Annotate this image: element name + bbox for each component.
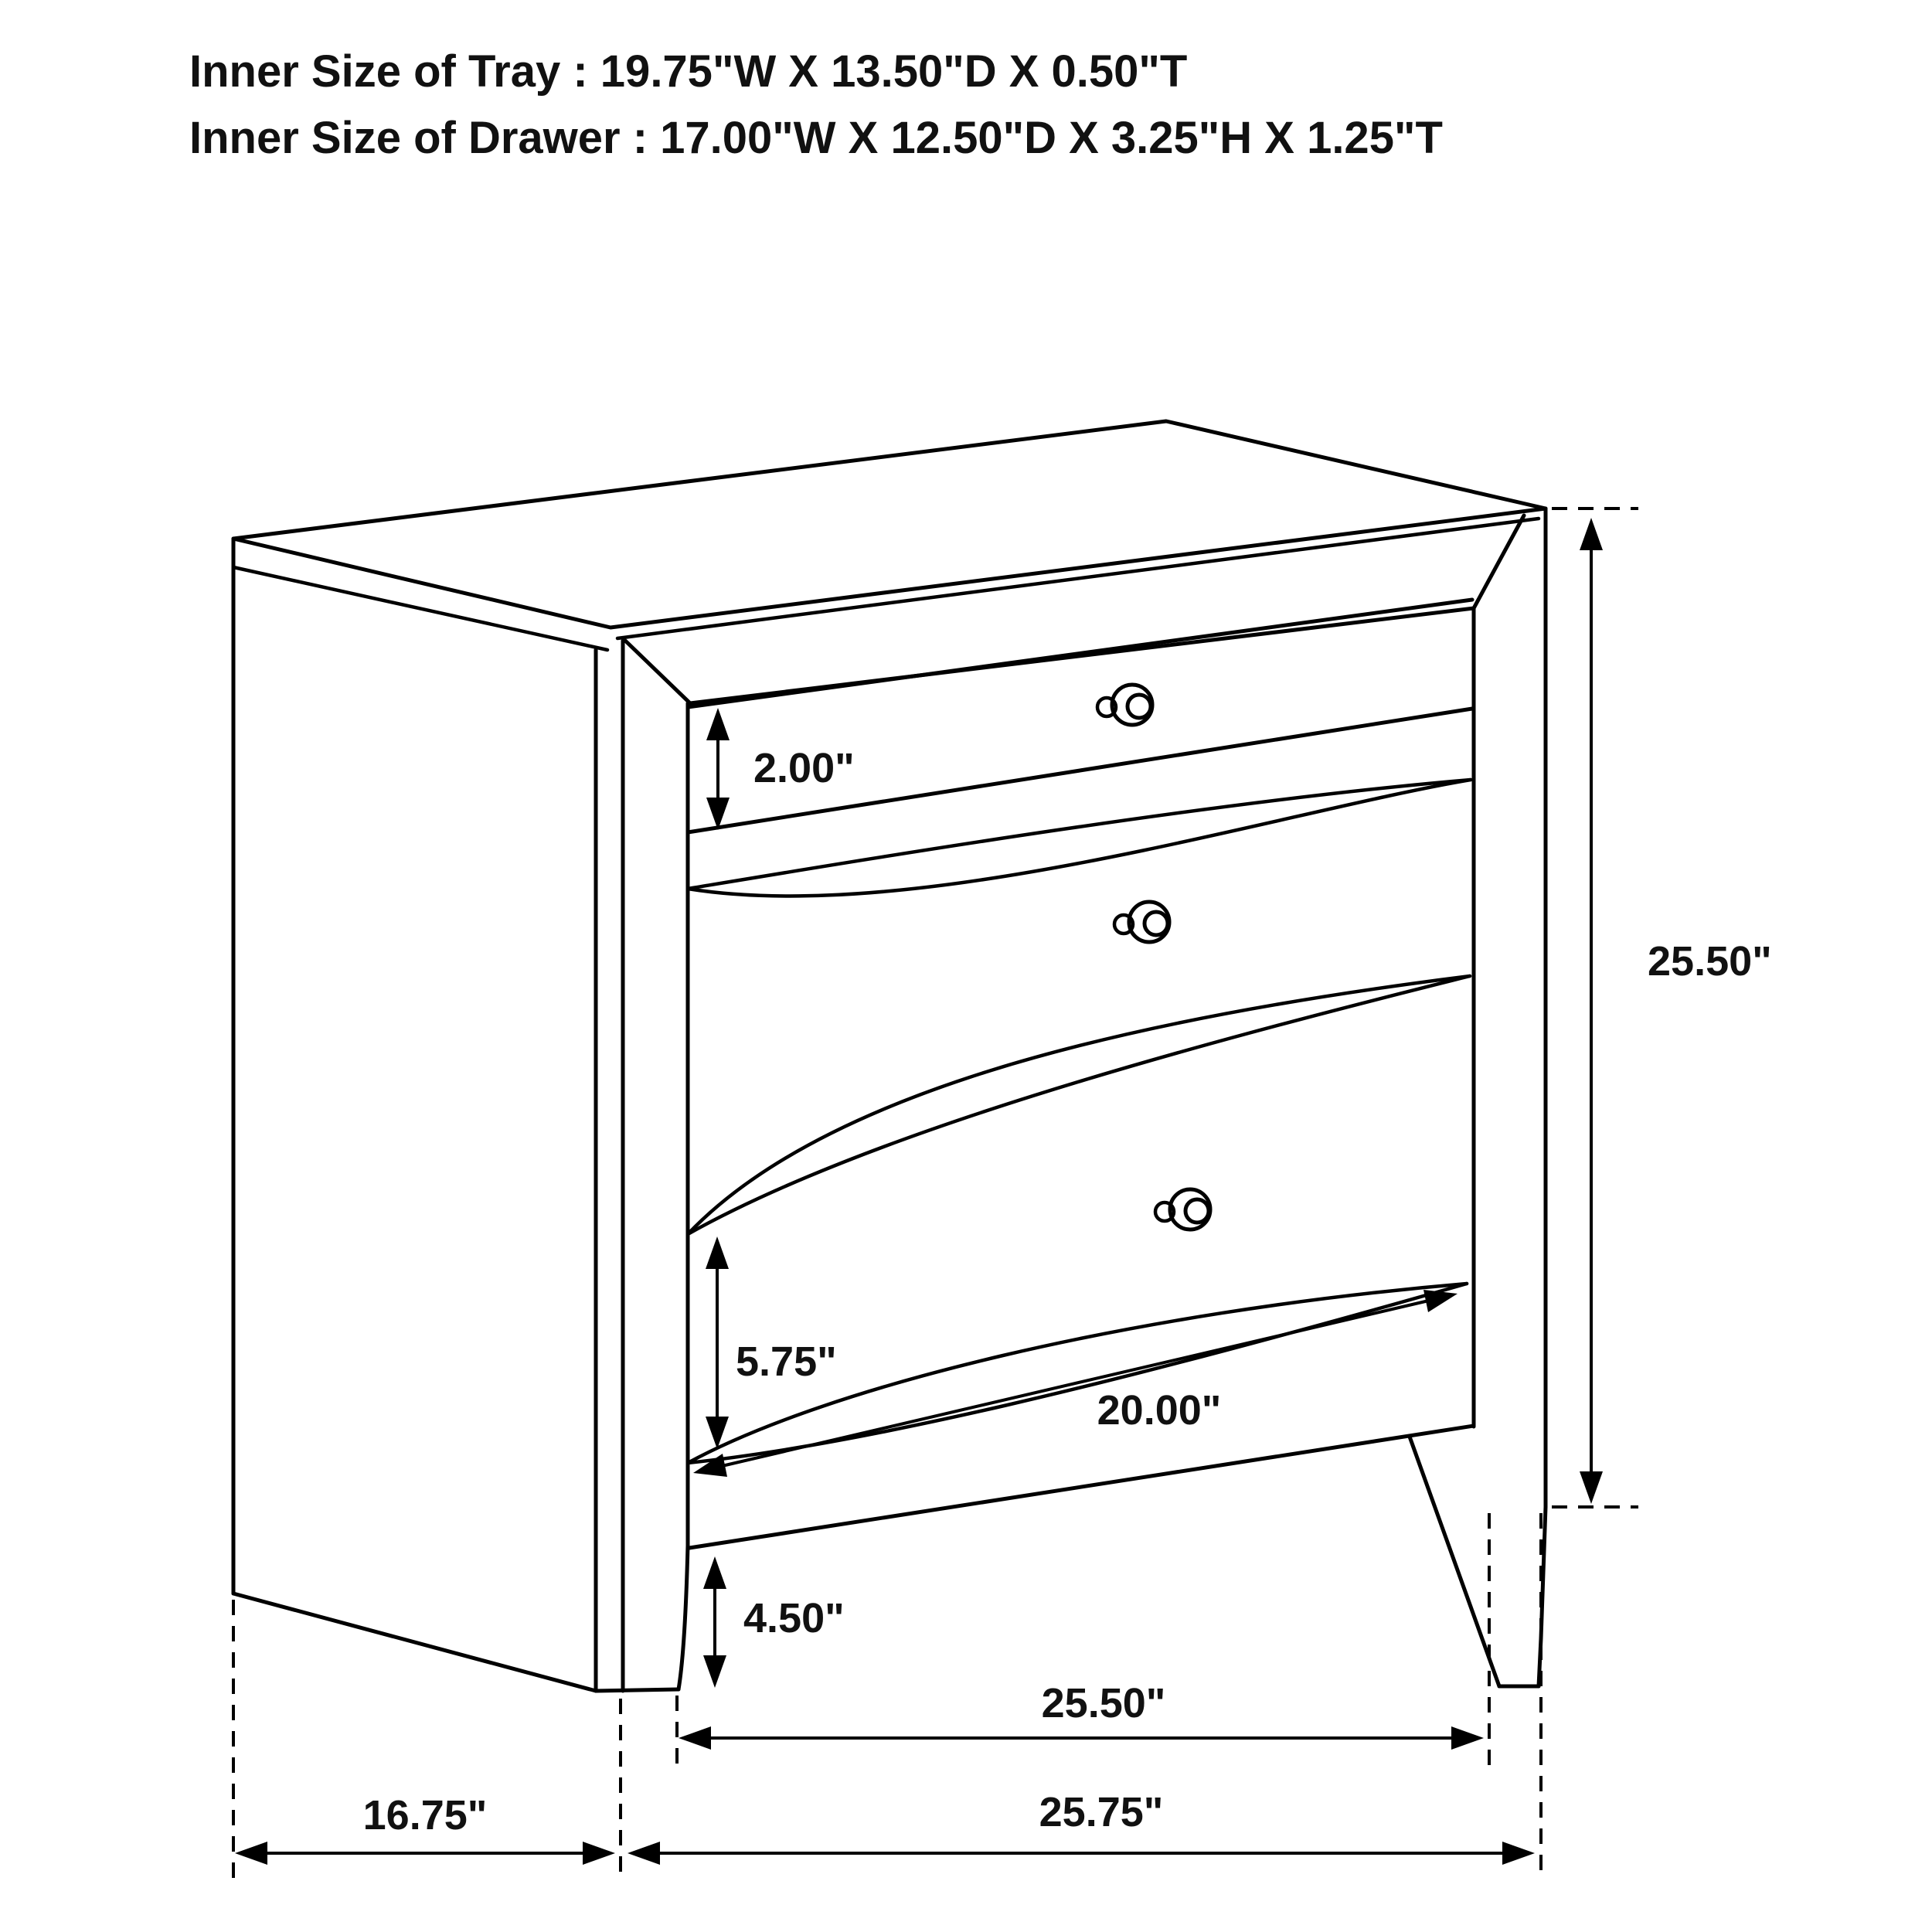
dim-tray-front-height (706, 708, 855, 830)
base-height-label: 4.50" (743, 1595, 845, 1641)
side-depth-label: 16.75" (362, 1792, 488, 1838)
drawer1-reveal-upper-curve (688, 780, 1471, 889)
dim-base-height (703, 1556, 845, 1688)
dimension-annotations (233, 509, 1772, 1879)
arrow-up-icon (706, 708, 730, 740)
drawer-front-height-label: 5.75" (736, 1338, 837, 1385)
arrow-right-icon (583, 1842, 615, 1865)
nightstand-drawing (233, 421, 1546, 1691)
tray-size-label: Inner Size of Tray : 19.75"W X 13.50"D X 0.50"T (189, 46, 1188, 97)
arrow-down-icon (703, 1655, 726, 1688)
overall-height-label: 25.50" (1648, 938, 1772, 985)
front-width-label: 25.50" (1041, 1680, 1166, 1726)
side-panel-bottom-edge (233, 1594, 596, 1691)
dim-side-depth (233, 1600, 621, 1879)
crown-bevel-left-diagonal (624, 639, 690, 703)
drawer-size-label: Inner Size of Drawer : 17.00"W X 12.50"D X 3.25"H X 1.25"T (189, 113, 1443, 163)
arrow-up-icon (703, 1556, 726, 1589)
dim-drawer-front-height (706, 1236, 837, 1449)
top-front-bevel-line (617, 519, 1539, 638)
drawer2-reveal-lower-curve (688, 976, 1470, 1234)
drawer-width-label: 20.00" (1097, 1387, 1222, 1434)
dim-overall-height (1552, 509, 1772, 1507)
arrow-right-icon (1451, 1726, 1484, 1750)
arrow-up-icon (706, 1236, 729, 1269)
arrow-left-icon (679, 1726, 711, 1750)
tray-lip-top-edge (688, 600, 1472, 707)
arrow-right-icon (1502, 1842, 1535, 1865)
tray-knob-icon (1097, 685, 1152, 725)
crown-bevel-right-diagonal (1474, 515, 1524, 608)
overall-width-label: 25.75" (1039, 1789, 1164, 1835)
drawer1-reveal-lower-curve (688, 780, 1471, 896)
top-left-thickness-line (233, 567, 607, 650)
arrow-left-icon (628, 1842, 660, 1865)
cabinet-bottom-front-edge (689, 1426, 1474, 1548)
title-block (189, 46, 1443, 163)
upper-drawer-knob-icon (1114, 902, 1169, 942)
arrow-up-icon (1580, 518, 1603, 550)
tray-front-height-label: 2.00" (753, 745, 855, 791)
left-stile-inner-edge (679, 703, 688, 1689)
top-panel-outline (233, 421, 1546, 628)
arrow-right-icon (1423, 1290, 1458, 1312)
drawer2-reveal-upper-curve (688, 976, 1470, 1234)
front-left-leg-bottom (596, 1689, 679, 1691)
right-side-outer-edge (1539, 509, 1546, 1686)
arrow-down-icon (1580, 1471, 1603, 1504)
right-leg-flare (1410, 1437, 1499, 1686)
arrow-left-icon (235, 1842, 267, 1865)
lower-drawer-knob-icon (1155, 1189, 1210, 1230)
